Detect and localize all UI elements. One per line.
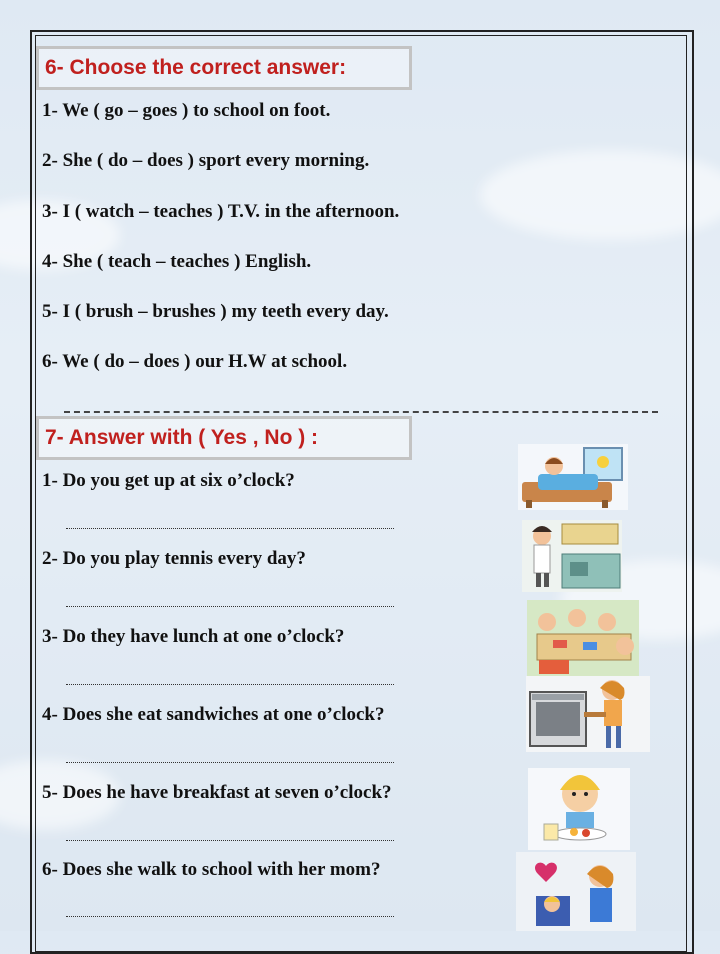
section-7-question-4: 4- Does she eat sandwiches at one o’clock?	[42, 704, 385, 725]
answer-line-6[interactable]	[66, 916, 394, 917]
section-6-item-6: 6- We ( do – does ) our H.W at school.	[42, 351, 348, 372]
section-6-item-1: 1- We ( go – goes ) to school on foot.	[42, 100, 331, 121]
section-separator	[64, 411, 658, 413]
answer-line-4[interactable]	[66, 762, 394, 763]
boy-breakfast-picture	[528, 768, 630, 850]
woman-oven-picture	[526, 676, 650, 752]
section-6-item-3: 3- I ( watch – teaches ) T.V. in the afternoon.	[42, 201, 400, 222]
answer-line-3[interactable]	[66, 684, 394, 685]
answer-line-1[interactable]	[66, 528, 394, 529]
mother-child-walking-picture	[516, 852, 636, 931]
section-6-item-2: 2- She ( do – does ) sport every morning.	[42, 150, 370, 171]
section-7-question-5: 5- Does he have breakfast at seven o’clock?	[42, 782, 392, 803]
children-lunch-picture	[527, 600, 639, 676]
girl-cooking-picture	[522, 520, 622, 592]
answer-line-5[interactable]	[66, 840, 394, 841]
section-7-question-1: 1- Do you get up at six o’clock?	[42, 470, 295, 491]
section-6-item-5: 5- I ( brush – brushes ) my teeth every day.	[42, 301, 389, 322]
answer-line-2[interactable]	[66, 606, 394, 607]
boy-waking-up-picture	[518, 444, 628, 510]
section-7-question-6: 6- Does she walk to school with her mom?	[42, 859, 381, 880]
section-7-question-2: 2- Do you play tennis every day?	[42, 548, 306, 569]
section-6-heading: 6- Choose the correct answer:	[36, 46, 412, 90]
section-6-item-4: 4- She ( teach – teaches ) English.	[42, 251, 312, 272]
section-7-question-3: 3- Do they have lunch at one o’clock?	[42, 626, 345, 647]
section-7-heading: 7- Answer with ( Yes , No ) :	[36, 416, 412, 460]
